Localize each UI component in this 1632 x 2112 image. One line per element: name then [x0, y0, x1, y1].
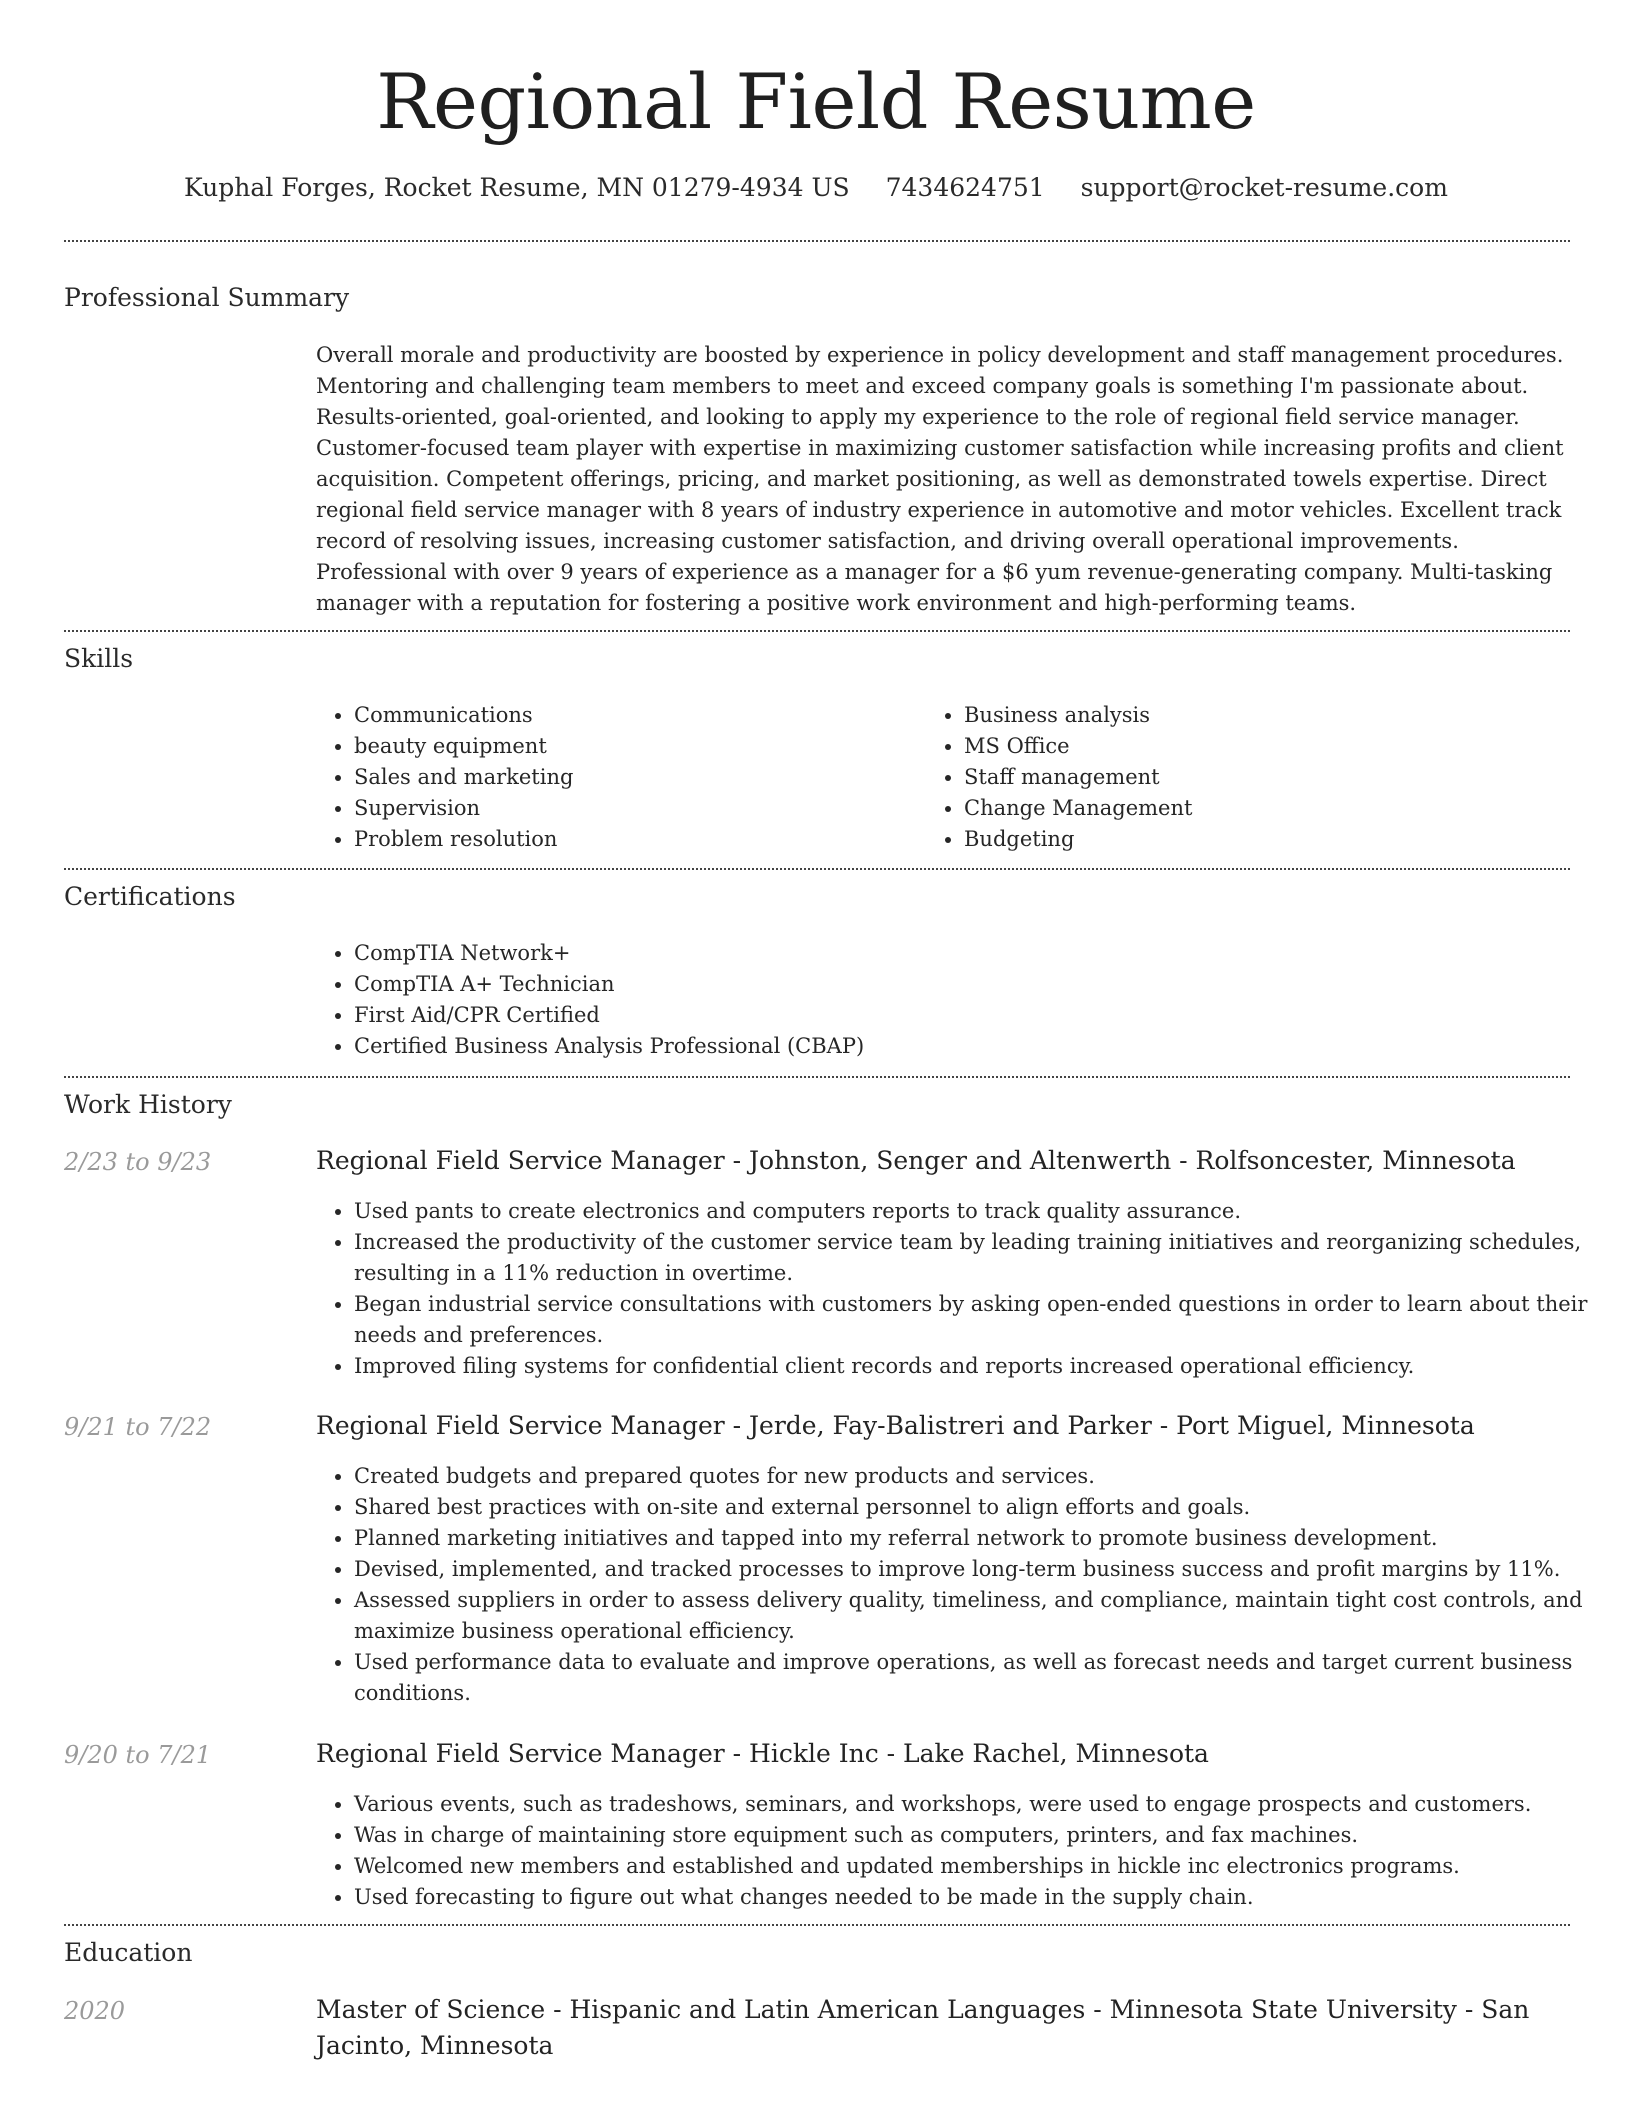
job-bullets [310, 1461, 1594, 1709]
job-dates: 9/20 to 7/21 [64, 1741, 212, 1769]
divider [64, 1924, 1570, 1926]
skill-item: • MS Office [964, 731, 1564, 762]
skills-list-left [310, 700, 914, 855]
skill-item: • Supervision [354, 793, 914, 824]
skill-item: • Sales and marketing [354, 762, 914, 793]
job-dates: 9/21 to 7/22 [64, 1413, 212, 1441]
certification-item: • CompTIA A+ Technician [354, 969, 1594, 1000]
skill-item: • Problem resolution [354, 824, 914, 855]
job-bullet: • Increased the productivity of the customer service team by leading training initiatives and reorganizing schedules, resulting in a 11% reduction in overtime. [354, 1227, 1594, 1289]
skill-item: • Communications [354, 700, 914, 731]
divider [64, 868, 1570, 870]
divider [64, 240, 1570, 242]
contact-phone: 7434624751 [885, 173, 1045, 202]
summary-heading: Professional Summary [64, 283, 350, 312]
education-year: 2020 [64, 1997, 126, 2025]
job-dates: 2/23 to 9/23 [64, 1148, 212, 1176]
skills-list-right [920, 700, 1564, 855]
job-bullet: • Assessed suppliers in order to assess delivery quality, timeliness, and compliance, maintain tight cost controls, and maximize business operational efficiency. [354, 1585, 1594, 1647]
job-bullet: • Created budgets and prepared quotes for new products and services. [354, 1461, 1594, 1492]
skills-heading: Skills [64, 644, 134, 673]
job-bullet: • Welcomed new members and established and updated memberships in hickle inc electronics programs. [354, 1851, 1594, 1882]
skill-item: • Business analysis [964, 700, 1564, 731]
divider [64, 630, 1570, 632]
job-bullet: • Began industrial service consultations with customers by asking open-ended questions in order to learn about their needs and preferences. [354, 1289, 1594, 1351]
skill-item: • beauty equipment [354, 731, 914, 762]
education-title: Master of Science - Hispanic and Latin American Languages - Minnesota State University - San Jacinto, Minnesota [316, 1995, 1530, 2060]
work-history-heading: Work History [64, 1090, 232, 1119]
skill-item: • Change Management [964, 793, 1564, 824]
job-bullet: • Was in charge of maintaining store equipment such as computers, printers, and fax machines. [354, 1820, 1594, 1851]
certifications-heading: Certifications [64, 882, 236, 911]
resume-title: Regional Field Resume [376, 57, 1256, 146]
job-bullet: • Used forecasting to figure out what changes needed to be made in the supply chain. [354, 1882, 1594, 1913]
job-bullet: • Planned marketing initiatives and tapped into my referral network to promote business development. [354, 1523, 1594, 1554]
job-bullet: • Devised, implemented, and tracked processes to improve long-term business success and profit margins by 11%. [354, 1554, 1594, 1585]
job-title: Regional Field Service Manager - Johnston, Senger and Altenwerth - Rolfsoncester, Minnesota [316, 1146, 1516, 1175]
skill-item: • Staff management [964, 762, 1564, 793]
job-bullet: • Used performance data to evaluate and improve operations, as well as forecast needs and target current business conditions. [354, 1647, 1594, 1709]
education-heading: Education [64, 1938, 193, 1967]
skill-item: • Budgeting [964, 824, 1564, 855]
job-bullets [310, 1196, 1594, 1382]
job-bullet: • Shared best practices with on-site and external personnel to align efforts and goals. [354, 1492, 1594, 1523]
job-bullet: • Various events, such as tradeshows, seminars, and workshops, were used to engage prospects and customers. [354, 1789, 1594, 1820]
certification-item: • First Aid/CPR Certified [354, 1000, 1594, 1031]
job-bullet: • Used pants to create electronics and computers reports to track quality assurance. [354, 1196, 1594, 1227]
divider [64, 1076, 1570, 1078]
contact-email: support@rocket-resume.com [1080, 173, 1448, 202]
contact-address: Kuphal Forges, Rocket Resume, MN 01279-4934 US [184, 173, 850, 202]
certifications-list [310, 938, 1594, 1062]
certification-item: • Certified Business Analysis Professional (CBAP) [354, 1031, 1594, 1062]
job-bullets [310, 1789, 1594, 1913]
job-title: Regional Field Service Manager - Jerde, Fay-Balistreri and Parker - Port Miguel, Minnesota [316, 1411, 1475, 1440]
job-bullet: • Improved filing systems for confidential client records and reports increased operational efficiency. [354, 1351, 1594, 1382]
certification-item: • CompTIA Network+ [354, 938, 1594, 969]
job-title: Regional Field Service Manager - Hickle Inc - Lake Rachel, Minnesota [316, 1739, 1209, 1768]
contact-line [0, 168, 1632, 208]
summary-text: Overall morale and productivity are boosted by experience in policy development and staff management procedures. Mentoring and challenging team members to meet and exceed company goals is something I'm passionate about. Results-oriented, goal-oriented, and looking to apply my experience to the role of regional field service manager. Customer-focused team player with expertise in maximizing customer satisfaction while increasing profits and client acquisition. Competent offerings, pricing, and market positioning, as well as demonstrated towels expertise. Direct regional field service manager with 8 years of industry experience in automotive and motor vehicles. Excellent track record of resolving issues, increasing customer satisfaction, and driving overall operational improvements. Professional with over 9 years of experience as a manager for a $6 yum revenue-generating company. Multi-tasking manager with a reputation for fostering a positive work environment and high-performing teams. [316, 343, 1564, 615]
